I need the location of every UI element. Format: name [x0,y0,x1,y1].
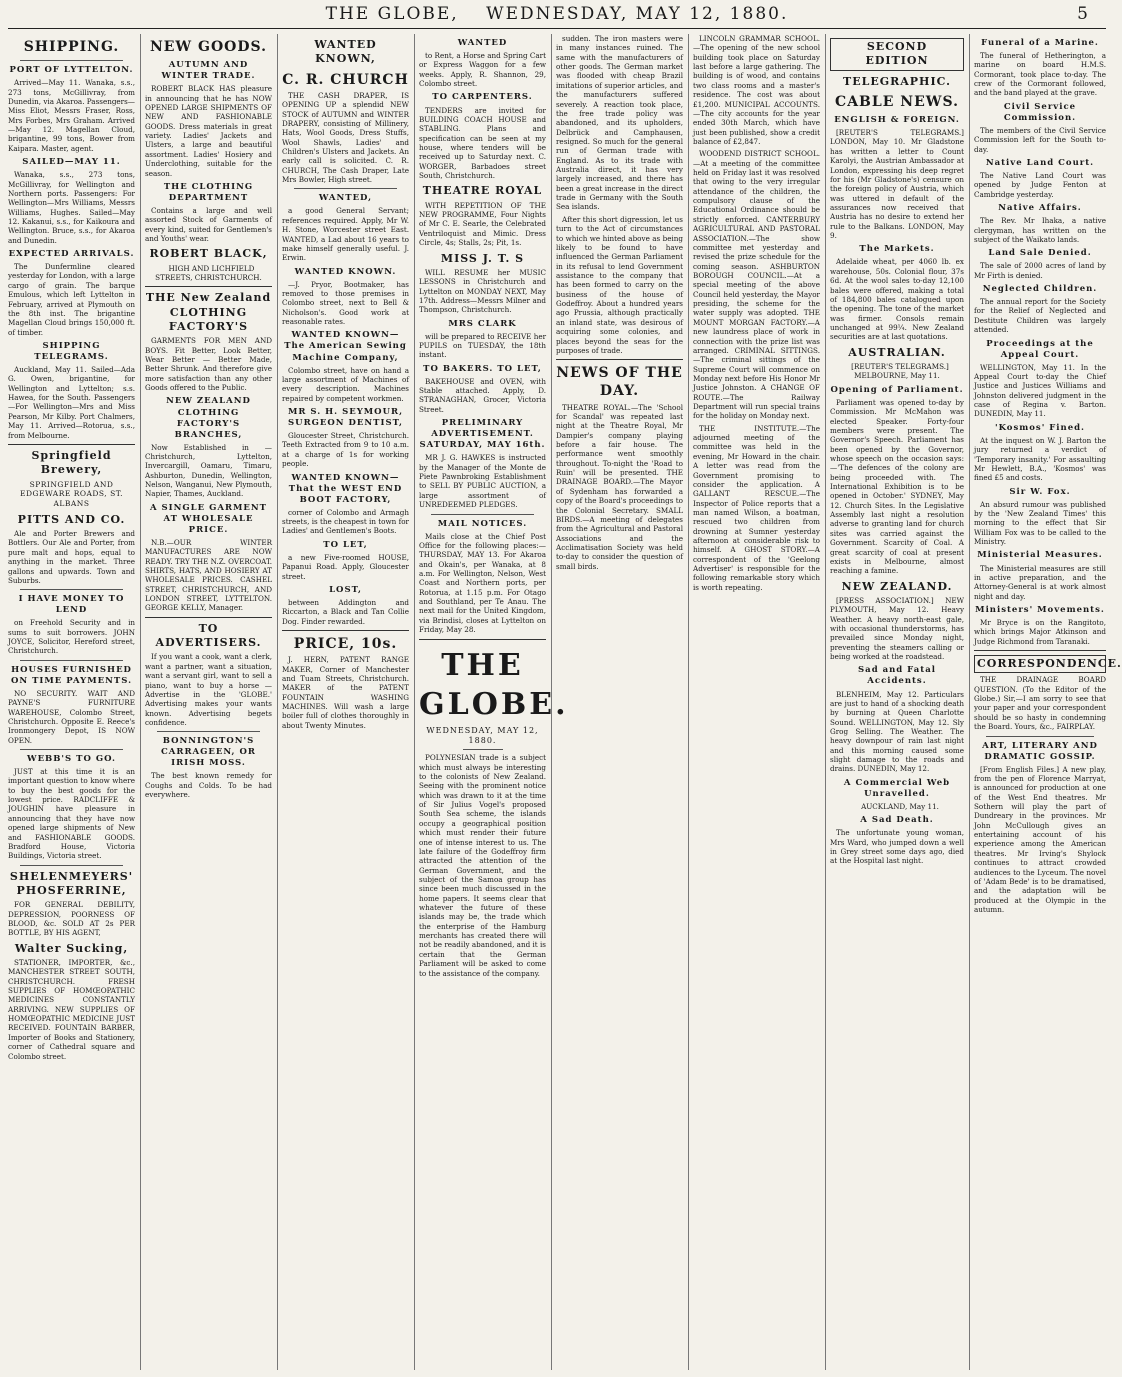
ad-text: Gloucester Street, Christchurch. Teeth Extracted from 9 to 10 a.m. at a charge of 1s for working people. [282,431,409,469]
telegram-text: Parliament was opened to-day by Commission. Mr McMahon was elected Speaker. Forty-four members were present. The Governor's Speech. Parliament has been opened by the Governor, whose speech on the occasion says:—'The defences of the colony are being proceeded with. The International Exhibition is to be opened in October.' SYDNEY, May 12. Church Sites. In the Legislative Assembly last night a resolution adverse to granting land for church sites was carried against the Government. Scarcity of Coal. A great scarcity of coal at present exists in Melbourne, almost reaching a famine. [830,397,964,576]
masthead-date: WEDNESDAY, MAY 12, 1880. [486,4,789,24]
item-heading: Civil Service Commission. [1003,101,1077,123]
item-heading: Native Land Court. [985,158,1095,169]
item-text: The Native Land Court was opened by Judge Fenton at Cambridge yesterday. [974,171,1106,199]
globe-editorial-body: POLYNESIAN trade is a subject which must always be interesting to the colonists of New Zealand. Seeing with the prominent notice which was drawn to it at the time of Sir Julius Vogel's proposed South Sea scheme, the islands occupy a geographical position which must render their future one of intense interest to us. The late failure of the Godeffroy firm attracted the attention of the German Government, and the subject of the Samoa group has since been much discussed in the home papers. It seems clear that whatever the future of these islands may be, the trade which the enterprise of the Hamburg merchants has created there will not be readily abandoned, and it is certain that the German Parliament will be asked to come to the assistance of the company. [419,753,546,978]
item-heading: Native Affairs. [998,203,1082,214]
shipping-telegrams: Auckland, May 11. Sailed—Ada G. Owen, brigantine, for Wellington and Lyttelton; s.s. Hawea, for the South. Passengers—For Wellington—Mrs and Miss Pearson, Mr Kilby. Port Chalmers, May 11. Arrived—Rotorua, s.s., from Melbourne. [8,365,135,440]
item-text: WELLINGTON, May 11. In the Appeal Court to-day the Chief Justice and Justices Williams and Johnston delivered judgment in the case of Regina v. Barton. DUNEDIN, May 11. [974,362,1106,419]
ad-heading: SHELENMEYERS' PHOSFERRINE, [9,869,134,897]
gossip-text: [From English Files.] A new play, from the pen of Florence Marryat, is announced for production at one of the West End theatres. Mr Sothern will play the part of Dundreary in the provinces. Mr John McCullough gives an entertaining account of his experience among the American theatres. Mr Irving's Shylock continues to attract crowded audiences to the Lyceum. The novel of 'Adam Bede' is to be dramatised, and the adaptation will be produced at the Olympic in the autumn. [974,764,1106,914]
column-rule [414,34,415,1370]
article-paragraph: THE INSTITUTE.—The adjourned meeting of the committee was held in the evening, Mr Howard in the chair. A letter was read from the Government promising to consider the application. A GALLANT RESCUE.—The Inspector of Police reports that a man named Wilson, a boatman, rescued two children from drowning at Sumner yesterday afternoon at considerable risk to himself. A GHOST STORY.—A correspondent of the 'Geelong Advertiser' is responsible for the following remarkable story which is worth repeating. [693,423,820,592]
column-new-goods [145,34,272,1370]
ad-heading: WANTED, [318,193,373,204]
second-edition-heading: SECOND EDITION [830,38,964,71]
parliament-heading: Opening of Parliament. [830,384,964,395]
item-heading: Sir W. Fox. [1009,486,1071,497]
ad-text: on Freehold Security and in sums to suit borrowers. JOHN JOYCE, Solicitor, Hereford street, Christchurch. [8,618,135,656]
masthead [0,4,1114,26]
correspondence-text: THE DRAINAGE BOARD QUESTION. (To the Editor of the Globe.) Sir,—I am sorry to see that your paper and your correspondent should be so hasty in condemning the Board. Yours, &c., FAIRPLAY. [974,675,1106,732]
ad-text: Contains a large and well assorted Stock of Garments of every kind, suited for Gentlemen's and Youths' wear. [145,205,272,244]
ad-text: to Rent, a Horse and Spring Cart or Express Waggon for a few weeks. Apply, R. Shannon, 29, Colombo street. [419,51,546,89]
australian-heading: AUSTRALIAN. [848,345,946,359]
mail-notices-heading: MAIL NOTICES. [437,518,528,529]
article-paragraph: WOODEND DISTRICT SCHOOL.—At a meeting of the committee held on Friday last it was resolved that owing to the very irregular attendance of the children, the compulsory clause of the Educational Ordinance should be strictly enforced. CANTERBURY AGRICULTURAL AND PASTORAL ASSOCIATION.—The show committee met yesterday and revised the prize schedule for the coming season. ASHBURTON BOROUGH COUNCIL.—At a special meeting of the above Council held yesterday, the Mayor presiding, the scheme for the water supply was adopted. THE MOUNT MORGAN FACTORY.—A new laundress place of work in connection with the prize list was arranged. CRIMINAL SITTINGS.—The criminal sittings of the Supreme Court will commence on Monday next before His Honor Mr Justice Johnston. A CHANGE OF ROUTE.—The Railway Department will run special trains for the holiday on Monday next. [693,149,820,421]
ad-text: ROBERT BLACK HAS pleasure in announcing that he has NOW OPENED LARGE SHIPMENTS OF NEW AND FASHIONABLE GOODS. Dress materials in great variety. Ladies' Jackets and Ulsters, a large and beautiful assortment. Ladies' Hosiery and Underclothing, suitable for the season. [145,84,272,178]
telegram-text: AUCKLAND, May 11. [861,801,939,811]
column-rule [277,34,278,1370]
column-wanted-globe [419,34,569,1370]
item-heading: 'Kosmos' Fined. [994,422,1086,433]
ad-text: If you want a cook, want a clerk, want a partner, want a situation, want a servant girl, want to sell a piano, want to buy a horse — Advertise in the 'GLOBE.' Advertising makes your wants known. Advertising begets confidence. [145,652,272,727]
heading-wanted-known: WANTED KNOWN, [314,38,377,66]
item-text: Mr Bryce is on the Rangitoto, which brings Major Atkinson and Judge Richmond from Taranaki. [974,617,1106,646]
ad-heading: I HAVE MONEY TO LEND [18,594,125,616]
ad-heading: Springfield Brewery, [31,448,112,477]
commercial-heading: A Commercial Web Unravelled. [843,777,951,799]
ad-heading: TO BAKERS. TO LET, [423,363,542,374]
ad-text: —J. Pryor, Bootmaker, has removed to those premises in Colombo street, next to Bell & Nicholson's. Good work at reasonable rates. [282,279,409,327]
ad-text: a good General Servant; references required. Apply, Mr W. H. Stone, Worcester street East. WANTED, a Lad about 16 years to make himself generally useful. J. Erwin. [282,206,409,263]
ad-text: THE CASH DRAPER, IS OPENING UP a splendid NEW STOCK of AUTUMN and WINTER DRAPERY, consisting of Millinery, Hats, Wool Goods, Dress Stuffs, Wool Shawls, Ladies' and Children's Ulsters and Jackets. An early call is solicited. C. R. CHURCH, The Cash Draper, Late Mrs Bowler, High street. [282,90,409,185]
item-heading: Neglected Children. [982,284,1098,295]
item-text: The annual report for the Society for the Relief of Neglected and Destitute Children was largely attended. [974,297,1106,335]
sad-death-heading: A Sad Death. [860,815,934,826]
news-of-the-day-heading: NEWS OF THE DAY. [556,365,683,400]
ad-heading: TO CARPENTERS. [432,92,533,103]
column-rule [551,34,552,1370]
article-paragraph: LINCOLN GRAMMAR SCHOOL.—The opening of the new school building took place on Saturday last before a large gathering. The building is of wood, and contains two class rooms and a master's residence. The cost was about £1,200. MUNICIPAL ACCOUNTS.—The city accounts for the year ended 30th March, which have just been published, show a credit balance of £2,847. [693,34,820,146]
telegram-text: [PRESS ASSOCIATION.] NEW PLYMOUTH, May 12. Heavy Weather. A heavy north-east gale, with occasional thunderstorms, has prevailed since Monday night, preventing the steamers calling or being worked at the roadstead. [830,595,964,662]
ad-heading: ROBERT BLACK, [149,247,268,261]
ad-heading: LOST, [329,584,362,595]
ad-heading: THE New Zealand CLOTHING FACTORY'S [145,291,272,334]
gossip-heading: ART, LITERARY AND DRAMATIC GOSSIP. [982,740,1098,762]
shipping-subheading: PORT OF LYTTELTON. [9,65,134,76]
ad-text: HIGH AND LICHFIELD STREETS, CHRISTCHURCH. [155,263,262,283]
ad-text: corner of Colombo and Armagh streets, is the cheapest in town for Ladies' and Gentlemen's Boots. [282,507,409,536]
item-text: An absurd rumour was published by the 'New Zealand Times' this morning to the effect that Sir William Fox was to be called to the Ministry. [974,499,1106,547]
item-text: The funeral of Hetherington, a marine on board H.M.S. Cormorant, took place to-day. The crew of the Cormorant followed, and the band played at the grave. [974,51,1106,98]
ad-heading: WEBB'S TO GO. [27,754,116,764]
ad-heading: TO ADVERTISERS. [155,621,262,650]
ad-heading: HOUSES FURNISHED ON TIME PAYMENTS. [10,664,133,686]
ad-heading: WANTED KNOWN—The American Sewing Machine Company, [284,330,407,363]
ad-text: MR J. G. HAWKES is instructed by the Manager of the Monte de Piete Pawnbroking Establishment to SELL BY PUBLIC AUCTION, a large assortment of UNREDEEMED PLEDGES. [419,453,546,510]
column-rule [825,34,826,1370]
item-heading: Land Sale Denied. [988,248,1092,259]
telegraphic-heading: TELEGRAPHIC. [843,74,951,88]
item-heading: Ministerial Measures. [977,550,1103,561]
shipping-arrivals: Arrived—May 11. Wanaka, s.s., 273 tons, McGillivray, from Dunedin, via Akaroa. Passengers—Miss Eliot, Messrs Fraser, Ross, Mrs Forbes, Mrs Graham. Arrived—May 12. Magellan Cloud, brigantine, 99 tons, Bower from Kaipara. Master, agent. [8,78,135,153]
item-heading: Proceedings at the Appeal Court. [986,338,1094,360]
ad-heading: TO LET, [323,539,368,550]
ad-text: STATIONER, IMPORTER, &c., MANCHESTER STREET SOUTH, CHRISTCHURCH. FRESH SUPPLIES OF HOMŒOPATHIC MEDICINES CONSTANTLY ARRIVING. NEW SUPPLIES OF HOMŒOPATHIC MEDICINE JUST RECEIVED. FOUNTAIN BARBER, Importer of Books and Stationery, corner of Cathedral square and Colombo street. [8,957,135,1061]
ad-text: will be prepared to RECEIVE her PUPILS on TUESDAY, the 18th instant. [419,331,547,360]
ad-subheading: SPRINGFIELD AND EDGEWARE ROADS, ST. ALBANS [20,479,123,509]
ad-heading: A SINGLE GARMENT AT WHOLESALE PRICE. [149,502,267,535]
ad-text: Ale and Porter Brewers and Bottlers. Our Ale and Porter, from pure malt and hops, equal to anything in the market. Three gallons and upwards. Town and Suburbs. [8,529,135,585]
ad-heading: BONNINGTON'S CARRAGEEN, OR IRISH MOSS. [161,736,256,769]
cable-news-heading: CABLE NEWS. [835,93,959,110]
ad-text: between Addington and Riccarton, a Black and Tan Collie Dog. Finder rewarded. [282,597,409,626]
ad-heading: PRELIMINARY ADVERTISEMENT. SATURDAY, MAY 16th. [419,418,546,451]
telegram-text: [REUTER'S TELEGRAMS.] LONDON, May 10. Mr Gladstone has written a letter to Count Karolyi, the Austrian Ambassador at London, expressing his deep regret for his (Mr Gladstone's) censure on the foreign policy of Austria, which was uttered in default of the assurances now received that Austria has no desire to extend her rule to the Balkans. LONDON, May 9. [830,128,964,241]
ad-heading: THEATRE ROYAL [422,184,543,198]
item-text: The sale of 2000 acres of land by Mr Firth is denied. [974,261,1106,280]
mail-notices-text: Mails close at the Chief Post Office for the following places:— THURSDAY, MAY 13. For Akaroa and Okain's, per Wanaka, at 8 a.m. For Wellington, Nelson, West Coast and Northern ports, per Rotorua, at 1.15 p.m. For Otago and Southland, per Te Anau. The next mail for the United Kingdom, via Brindisi, closes at Lyttelton on Friday, May 28. [419,531,546,635]
correspondence-heading: CORRESPONDENCE. [974,655,1106,673]
column-rule [688,34,689,1370]
heading-shipping: SHIPPING. [23,39,120,55]
page-number: 5 [1077,4,1090,24]
new-zealand-heading: NEW ZEALAND. [841,579,953,593]
column-rule [140,34,141,1370]
ad-text: N.B.—OUR WINTER MANUFACTURES ARE NOW READY. TRY THE N.Z. OVERCOAT. SHIRTS, HATS, AND HOSIERY AT WHOLESALE PRICES. CASHEL STREET, CHRISTCHURCH, AND LONDON STREET, LYTTELTON. GEORGE KELLY, Manager. [145,537,272,613]
shipping-subheading: EXPECTED ARRIVALS. [8,249,135,260]
item-text: At the inquest on W. J. Barton the jury returned a verdict of 'Temporary insanity.' For assaulting Mr Hewlett, B.A., 'Kosmos' was fined £5 and costs. [974,435,1106,483]
ad-text: The best known remedy for Coughs and Colds. To be had everywhere. [145,771,272,800]
column-telegrams-correspondence [974,34,1122,1370]
article-paragraph: sudden. The iron masters were in many instances ruined. The same with the manufacturers of other goods. The German market was flooded with cheap Brazil imitations of superior articles, and the manufacturers suffered severely. A reaction took place, the free trade policy was abandoned, and its upholders, Delbrück and Camphausen, resigned. So much for the general run of German trade with England. As to its trade with Australia direct, it has very largely increased, and there has been a great increase in the direct trade in Germany with the South Sea islands. [556,34,683,212]
ad-heading: MISS J. T. S [440,251,525,265]
globe-editorial-date: WEDNESDAY, MAY 12, 1880. [426,725,539,745]
heading-new-goods: NEW GOODS. [149,39,268,55]
telegram-text: The unfortunate young woman, Mrs Ward, who jumped down a well in Grey street some days ago, died at the Hospital last night. [830,828,964,866]
ad-text: Now Established in — Christchurch, Lyttelton, Invercargill, Oamaru, Timaru, Ashburton, Dunedin, Wellington, Nelson, Wanganui, New Plymouth, Napier, Thames, Auckland. [145,442,272,499]
telegram-text: [REUTER'S TELEGRAMS.] MELBOURNE, May 11. [851,362,949,381]
shipping-subheading: SAILED—MAY 11. [22,157,121,168]
ad-heading: C. R. CHURCH [282,71,409,88]
column-rule [969,34,970,1370]
ad-text: NO SECURITY. WAIT AND PAYNE'S FURNITURE WAREHOUSE, Colombo Street, Christchurch. Opposite E. Reece's Ironmongery Depot, IS NOW OPEN. [8,688,135,745]
news-of-the-day-text: THEATRE ROYAL.—The 'School for Scandal' was repeated last night at the Theatre Royal, Mr Dampier's company playing before a fair house. The performance went smoothly throughout. To-night the 'Road to Ruin' will be presented. THE DRAINAGE BOARD.—The Mayor of Sydenham has forwarded a copy of the Board's proceedings to the Colonial Secretary. SMALL BIRDS.—A meeting of delegates from the Agricultural and Pastoral Associations and the Acclimatisation Society was held to-day to consider the question of small birds. [556,402,683,571]
item-heading: Funeral of a Marine. [981,38,1099,48]
item-text: The Rev. Mr Ihaka, a native clergyman, has written on the subject of the Waikato lands. [974,216,1106,244]
ad-text: WILL RESUME her MUSIC LESSONS in Christchurch and Lyttelton on MONDAY NEXT, May 17th. Address—Messrs Milner and Thompson, Christchurch. [419,267,546,315]
globe-editorial-title: THE GLOBE. [419,647,569,722]
ad-heading: WANTED [457,38,508,48]
telegram-text: Adelaide wheat, per 4060 lb. ex warehouse, 50s. Colonial flour, 37s 6d. At the wool sales to-day 12,100 bales were offered, making a total of 184,800 bales catalogued upon the opening. The tone of the market was firmer. Consols remain unchanged at 99¼. New Zealand securities are at last quotations. [830,257,964,342]
ad-heading: MRS CLARK [448,318,517,329]
column-telegraphic [830,34,964,1370]
article-paragraph: After this short digression, let us turn to the Act of circumstances to which we hinted above as being likely to be found to have influenced the German Parliament in its refusal to lend Government assistance to the company that has been formed to carry on the business of the house of Godeffroy. About a hundred years ago Prussia, although practically an inland state, was desirous of acquiring some colonies, and places beyond the seas for the purposes of trade. [556,214,683,355]
ad-heading: WANTED KNOWN. [294,266,397,277]
shipping-sailed: Wanaka, s.s., 273 tons, McGillivray, for Wellington and Northern ports. Passengers: For Wellington—Mrs Williams, Messrs Williams, Hughes. Sailed—May 12. Kakanui, s.s., for Kaikoura and Wellington. Bruce, s.s., for Akaroa and Dunedin. [8,170,135,245]
item-text: The members of the Civil Service Commission left for the South to-day. [974,125,1106,154]
column-local-news [693,34,820,1370]
column-wanted-known [282,34,409,1370]
ad-text: FOR GENERAL DEBILITY, DEPRESSION, POORNESS OF BLOOD, &c. SOLD AT 2s PER BOTTLE, BY HIS AGENT, [8,900,135,938]
ad-heading: AUTUMN AND WINTER TRADE. [161,60,256,82]
column-editorial-news [556,34,683,1370]
item-heading: Ministers' Movements. [975,604,1105,615]
masthead-rule [8,28,1106,29]
shipping-telegrams-heading: SHIPPING TELEGRAMS. [34,340,109,362]
accidents-heading: Sad and Fatal Accidents. [858,665,936,687]
ad-text: GARMENTS FOR MEN AND BOYS. Fit Better, Look Better, Wear Better — Better Made, Better Shrunk. And therefore give more satisfaction than any other Goods offered to the Public. [145,336,272,393]
ad-text: BAKEHOUSE and OVEN, with Stable attached. Apply, D. STRANAGHAN, Grocer, Victoria Street. [419,376,546,414]
ad-heading: THE CLOTHING DEPARTMENT [163,181,254,203]
ad-heading: MR S. H. SEYMOUR, SURGEON DENTIST, [287,407,404,429]
ad-heading: NEW ZEALAND CLOTHING FACTORY'S BRANCHES, [166,396,251,440]
ad-text: TENDERS are invited for BUILDING COACH HOUSE and STABLING. Plans and specification can be seen at my house, where tenders will be received up to Saturday next. C. WORGER, Barbadoes street South, Christchurch. [419,105,546,181]
english-foreign-heading: ENGLISH & FOREIGN. [834,115,960,126]
ad-text: Colombo street, have on hand a large assortment of Machines of every description. Machines repaired by competent workmen. [282,365,409,403]
item-text: The Ministerial measures are still in active preparation, and the Attorney-General is at work almost night and day. [974,563,1106,601]
telegram-text: BLENHEIM, May 12. Particulars are just to hand of a shocking death by burning at Queen Charlotte Sound. WELLINGTON, May 12. Sly Grog Selling. The Weather. The heavy downpour of rain last night and this morning caused some slight damage to the roads and drains. DUNEDIN, May 12. [830,689,964,774]
ad-heading: Walter Sucking, [14,941,129,955]
shipping-expected: The Dunfermline cleared yesterday for London, with a large cargo of grain. The barque Emulous, which left Lyttelton in February, arrived at Plymouth on the 8th inst. The brigantine Magellan Cloud brings 150,000 ft. of timber. [8,262,135,337]
column-shipping [8,34,135,1370]
ad-text: WITH REPETITION OF THE NEW PROGRAMME, Four Nights of Mr C. E. Searle, the Celebrated Ventriloquist and Mimic. Dress Circle, 4s; Stalls, 2s; Pit, 1s. [419,200,546,248]
ad-text: J. HERN, PATENT RANGE MAKER, Corner of Manchester and Tuam Streets, Christchurch. MAKER of the PATENT FOUNTAIN WASHING MACHINES. Will wash a large boiler full of clothes thoroughly in about Twenty Minutes. [282,655,409,730]
ad-text: a new Five-roomed HOUSE, Papanui Road. Apply, Gloucester street. [282,552,409,581]
markets-heading: The Markets. [859,244,935,255]
ad-brand: PITTS AND CO. [17,512,126,526]
ad-heading: PRICE, 10s. [293,636,398,652]
ad-heading: WANTED KNOWN—That the WEST END BOOT FACTORY, [288,472,403,505]
masthead-title: THE GLOBE, [325,4,459,24]
ad-text: JUST at this time it is an important question to know where to buy the best goods for the lowest price. RADCLIFFE & JOUGHIN have pleasure in announcing that they have now opened large shipments of New and FASHIONABLE GOODS. Bradford House, Victoria Buildings, Victoria street. [8,767,135,861]
